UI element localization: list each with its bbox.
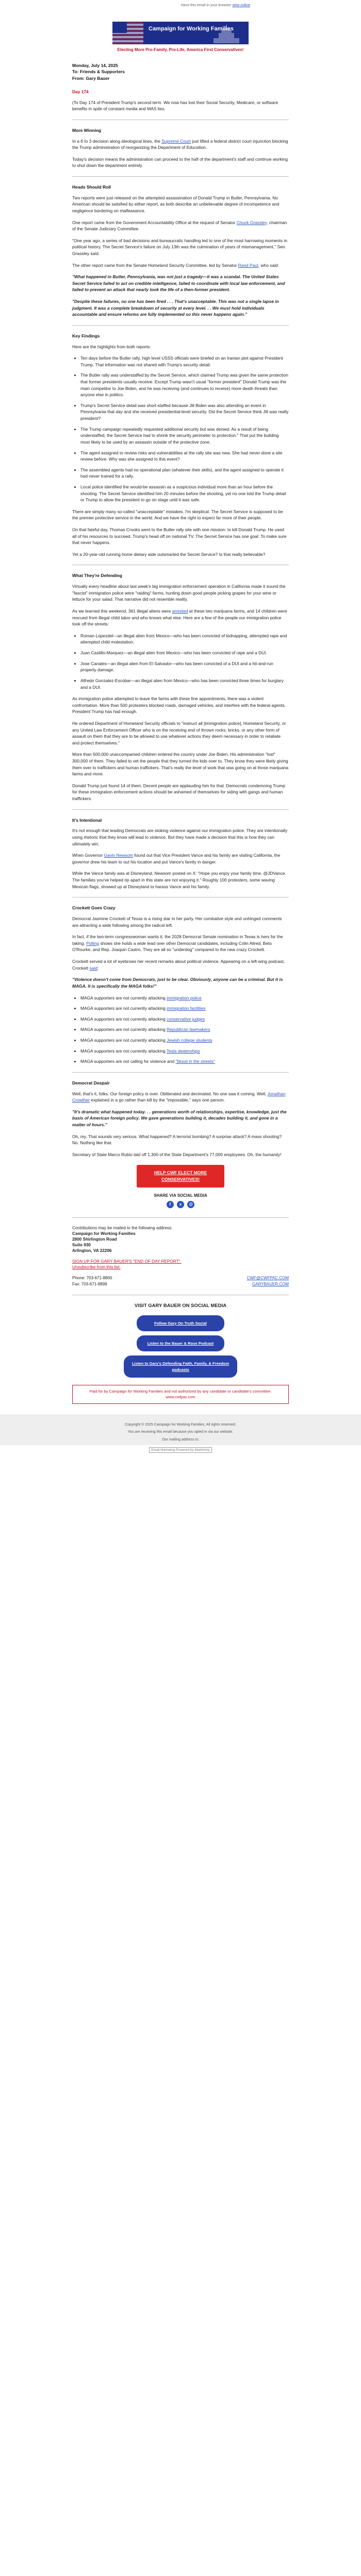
findings-list — [80, 355, 289, 503]
paragraph: In a 6 to 3 decision along ideological lines, the Supreme Court just lifted a federal district court injunction blocking the Trump administration of reorganizing the Department of Education. — [72, 138, 288, 150]
section-title-key-findings: Key Findings — [72, 333, 100, 338]
email-icon[interactable]: @ — [187, 1201, 194, 1208]
view-online-label: Have this email in your browser — [180, 4, 232, 7]
paragraph: Secretary of State Marco Rubio laid off 1,300 of the State Department's 77,000 employees. Oh, the humanity! — [72, 1151, 282, 1157]
quote: "Despite these failures, no one has been fired . . . That's unacceptable. This was not a single lapse in judgment. It was a complete breakdown of security at every level. . . We must hold individuals accountable and ensure reforms are fully implemented so this never happens again." — [72, 299, 279, 317]
paragraph: As immigration police attempted to leave the farms with these fine appointments, there was a violent confrontation. More than 500 protesters blocked roads, damaged vehicles, and interfere with the federal agents. President Trump has had enough. — [72, 696, 286, 715]
share-label: SHARE VIA SOCIAL MEDIA — [154, 1193, 207, 1198]
quote: "What happened in Butler, Pennsylvania, was not just a tragedy—it was a scandal. The United States Secret Service failed to act on credible intelligence, failed to coordinate with local law enforcement, and failed to prevent an attack that nearly took the life of a then-former president. — [72, 274, 285, 293]
contrib-note: Contributions may be mailed to the following address: — [72, 1225, 173, 1230]
email-link[interactable]: CWF@CWFPAC.COM — [247, 1276, 289, 1281]
list-item: • MAGA supporters are not currently attacking Jewish college students — [80, 1037, 289, 1044]
list-link[interactable]: Republican lawmakers — [167, 1027, 210, 1032]
paragraph: "One year ago, a series of bad decisions and bureaucratic handling led to one of the most harrowing moments in political history. The Secret Service's failure on July 13th was the culmination of years of mismanagement," Sen. Grassley said. — [72, 238, 287, 256]
list-item: • Local police identified the would-be assassin as a suspicious individual more than an hour before the shooting. The Secret Service identified him 20 minutes before the shooting, yet no one told the Trump detail or Trump to allow the president to go on stage until it was safe. — [80, 484, 289, 503]
list-link[interactable]: immigration facilities — [167, 1006, 206, 1011]
paragraph: Today's decision means the administration can proceed to the half of the department's staff and continue working to shut down the department entirely. — [72, 156, 288, 168]
mailchimp-badge: Email Marketing Powered by Mailchimp — [0, 1448, 361, 1453]
share-icons — [72, 1201, 289, 1208]
said-link[interactable]: said — [89, 965, 97, 971]
section-title-intentional: It's Intentional — [72, 817, 102, 823]
paragraph: There are simply many so-called "unacceptable" mistakes. I'm skeptical. The Secret Service is supposed to be the premier protective service in the world. And we have the right to expect far more of their people. — [72, 509, 283, 521]
quote: "It's dramatic what happened today. . . generations worth of relationships, expertise, knowledge, just the basis of American foreign policy. We gave generations building it, decades building it, and gone in a matter of hours." — [72, 1109, 287, 1127]
header-banner — [112, 22, 249, 44]
paragraph: On that fateful day, Thomas Crooks went to the Butler rally site with one mission: to kill Donald Trump. He used all of his resources to succeed. Trump's head off on national TV. The Secret Service has one goal: To make sure that never happens. — [72, 527, 287, 546]
tagline: Electing More Pro-Family, Pro-Life, America First Conservatives! — [117, 47, 244, 52]
mailing-address — [72, 1225, 289, 1253]
view-online-text — [181, 3, 250, 9]
city: Arlington, VA 22206 — [72, 1248, 112, 1253]
list-link[interactable]: "blood in the streets" — [175, 1059, 216, 1064]
top-bar — [0, 0, 361, 19]
signup-link[interactable]: SIGN UP FOR GARY BAUER'S "END OF DAY REPORT". — [72, 1259, 182, 1264]
paragraph: While the Vance family was at Disneyland, Newsom posted on X: "Hope you enjoy your family time, @JDVance. The families you've helped rip apart in this state are not enjoying it." Roughly 100 protesters, some waving Mexican flags, showed up at Disneyland to harass Vance and his family. — [72, 871, 286, 889]
paragraph: The other report came from the Senate Homeland Security Committee, led by Senator Rand Paul, who said: — [72, 262, 279, 268]
grassley-link[interactable]: Chuck Grassley — [236, 219, 267, 225]
list-item: • Roman Lopezdel—an illegal alien from Mexico—who has been convicted of kidnapping, attempted rape and attempted child molestation. — [80, 633, 289, 646]
list-item: • The assembled agents had no operational plan (whatever their skills), and the agent assigned to operate it had never trained for a rally. — [80, 467, 289, 480]
day-tag: Day 174 — [72, 89, 89, 94]
supreme-court-link[interactable]: Supreme Court — [161, 138, 191, 144]
paragraph: Democrat Jasmine Crockett of Texas is a rising star in her party. Her combative style and unhinged comments are attracting a wide following among the radical left. — [72, 916, 282, 928]
divider — [72, 809, 289, 810]
copyright: Copyright © 2025 Campaign for Working Families, All rights reserved. — [125, 1422, 236, 1427]
list-item: • The agent assigned to review risks and vulnerabilities at the rally site was new. She had never done a site review before. Why was she assigned to this event? — [80, 450, 289, 463]
faith-family-podcast-button[interactable]: Listen to Gary's Defending Faith, Family, & Freedom podcasts — [124, 1355, 237, 1378]
list-item: • MAGA supporters are not currently attacking Republican lawmakers — [80, 1026, 289, 1033]
rand-paul-link[interactable]: Rand Paul — [238, 262, 258, 268]
paragraph: Two reports were just released on the attempted assassination of Donald Trump in Butler, Pennsylvania. No American should be satisfied by either report, as both describe an unbelievable degree of incompetence and negligence bordering on malfeasance. — [72, 195, 280, 213]
list-item: • The Trump campaign repeatedly requested additional security but was denied. As a result of being understaffed, the Secret Service had to shrink the security perimeter to protection." That put the building most likely to be used by an assassin outside of the protective zone. — [80, 426, 289, 446]
list-item: • Juan Castillo-Marquez—an illegal alien from Mexico—who has been convicted of rape and a DUI. — [80, 650, 289, 656]
list-link[interactable]: Tesla dealerships — [166, 1048, 200, 1054]
footer — [0, 1414, 361, 1452]
arrested-link[interactable]: arrested — [172, 608, 188, 614]
unsubscribe-link[interactable]: Unsubscribe from this list. — [72, 1265, 121, 1270]
paragraph: It's not enough that leading Democrats are stoking violence against our immigration police. They are intentionally using rhetoric that they know will lead to violence. But they have made a decision that this is how they can ultimately win. — [72, 828, 288, 846]
paragraph: He ordered Department of Homeland Security officials to "instruct all [immigration police], Homeland Security, or any United Law Enforcement Officer who is on the receiving end of thrown rocks, bricks, or any other form of assault on them that they are to be allowed to use whatever actions they deem necessary in order to retaliate and protect themselves." — [72, 720, 286, 745]
flag-graphic — [112, 22, 143, 44]
polling-link[interactable]: Polling — [86, 940, 100, 946]
divider — [72, 325, 289, 326]
main-content — [0, 62, 361, 1404]
section-title-despair: Democrat Despair — [72, 1080, 110, 1086]
paragraph: Crockett served a lot of eyebrows her recent remarks about political violence. Appearing on a left-wing podcast, Crockett said: — [72, 959, 285, 971]
suite: Suite 930 — [72, 1243, 91, 1248]
list-link[interactable]: conservative judges — [167, 1016, 205, 1022]
section-title-heads-roll: Heads Should Roll — [72, 184, 111, 190]
x-icon[interactable]: x — [177, 1201, 184, 1208]
list-item: • Trump's Secret Service detail was short-staffed because Jill Biden was also attending an event in Pennsylvania that day and she received presidential-level security. Did the Secret Service think Jill was really president? — [80, 402, 289, 422]
contact-info — [72, 1275, 289, 1287]
list-item: • Ten days before the Butler rally, high level USSS officials were briefed on an Iranian plot against President Trump. That information was not shared with Trump's security detail. — [80, 355, 289, 368]
facebook-icon[interactable]: f — [167, 1201, 174, 1208]
paragraph: When Governor Gavin Newsom found out that Vice President Vance and his family are visiting California, the governor drew his team to out his location and put Vance's family in danger. — [72, 853, 281, 865]
section-title-defending: What They're Defending — [72, 573, 122, 579]
memo-meta — [72, 62, 289, 81]
memo-to: To: Friends & Supporters — [72, 69, 125, 75]
newsom-link[interactable]: Gavin Newsom — [104, 853, 134, 858]
list-item: • MAGA supporters are not currently attacking immigration police — [80, 995, 289, 1002]
brand-title: Campaign for Working Families — [149, 26, 234, 32]
list-item: • Jose Canales—an illegal alien from El Salvador—who has been convicted of a DUI and a hit-and-run property damage. — [80, 660, 289, 673]
links-block — [72, 1259, 289, 1270]
paragraph: As we learned this weekend, 361 illegal aliens were arrested at these two marijuana farms, and 14 children were rescued from illegal child labor and who knows what else. Here are a few of the people our immigration police took off the streets: — [72, 608, 287, 627]
list-item: • The Butler rally was understaffed by the Secret Service, which claimed Trump was given the same protection that former presidents usually receive. Except Trump wasn't usual "former president" Donald Trump was the main competitor to Joe Biden, and he was receiving (and continues to receive) more death threats than anyone else in politics. — [80, 372, 289, 398]
opt-in-note: You are receiving this email because you opted in via our website. — [127, 1430, 234, 1434]
fax: Fax: 703-671-8899 — [72, 1282, 107, 1287]
paragraph: Oh, my. That sounds very serious. What happened? A terrorist bombing? A surprise attack? A mass shooting? No. Nothing like that. — [72, 1133, 282, 1146]
list-item: • MAGA supporters are not calling for violence and "blood in the streets" — [80, 1058, 289, 1065]
visit-heading: VISIT GARY BAUER ON SOCIAL MEDIA — [134, 1303, 227, 1309]
divider — [72, 176, 289, 177]
list-item: • MAGA supporters are not currently attacking immigration facilities — [80, 1005, 289, 1012]
intro-paragraph: (To Day 174 of President Trump's second term. We now has lost their Social Security, Medicare, or software benefits in spite of constant media and MAS lies. — [72, 99, 278, 112]
paragraph: One report came from the Government Accountability Office at the request of Senator Chuck Grassley, chairman of the Senate Judiciary Committee. — [72, 219, 287, 232]
website-link[interactable]: GARYBAUER.COM — [252, 1282, 289, 1287]
phone: Phone: 703-671-8800 — [72, 1276, 112, 1281]
donate-button[interactable]: HELP CWF ELECT MORE CONSERVATIVES! — [137, 1165, 224, 1188]
list-link[interactable]: immigration police — [167, 995, 202, 1001]
paragraph: Virtually every headline about last week's big immigration enforcement operation in California made it sound the "fascist" immigration police were "raiding" farms, hunting down good people picking grapes for your wine or lettuce for your salad. That narrative did not resemble reality. — [72, 584, 286, 602]
street: 2800 Shirlington Road — [72, 1237, 117, 1242]
memo-from: From: Gary Bauer — [72, 75, 110, 81]
crowther-link[interactable]: Jonathan Crowther — [72, 1091, 286, 1103]
divider — [72, 1217, 289, 1218]
paragraph: In fact, if the two-term congresswoman wants it, the 2028 Democrat Senate nomination in Texas is hers for the taking. Polling shows she holds a wide lead over other Democrat candidates, including Colin Allred, Beto O'Rourke, and Rep. Joaquin Castro. They are all so "underdog" compared to the new crazy Crockett. — [72, 934, 283, 953]
list-item: • MAGA supporters are not currently attacking Tesla dealerships — [80, 1048, 289, 1055]
list-link[interactable]: Jewish college students — [167, 1037, 212, 1043]
quote: "Violence doesn't come from Democrats, just to be clear. Obviously, anyone can be a criminal. But it is MAGA. It is specifically the MAGA folks!" — [72, 977, 283, 989]
section-title-crockett: Crockett Goes Crazy — [72, 905, 116, 911]
maga-list — [80, 995, 289, 1065]
view-online-link[interactable]: view online — [232, 4, 250, 7]
truth-social-button[interactable]: Follow Gary On Truth Social — [137, 1315, 224, 1331]
memo-date: Monday, July 14, 2025 — [72, 63, 118, 68]
paragraph: Yet a 20-year-old running home dietary aide outsmarted the Secret Service? Is that really believable? — [72, 551, 266, 557]
paragraph: Well, that's it, folks. Our foreign policy is over. Obliterated and decimated. No one saw it coming. Well, Jonathan Crowther explained in a go rather than kill by the "impossible," says one person. — [72, 1091, 286, 1103]
mailing-label: Our mailing address is: — [162, 1437, 199, 1442]
org-name: Campaign for Working Families — [72, 1231, 136, 1236]
paragraph: Here are the highlights from both reports: — [72, 344, 151, 349]
bauer-rose-podcast-button[interactable]: Listen to the Bauer & Rose Podcast — [137, 1335, 224, 1351]
list-item: • Alfredo Gonzalez-Escobar—an illegal alien from Mexico—who has been convicted three times for burglary and a DUI. — [80, 677, 289, 690]
paid-for-disclaimer: Paid for by Campaign for Working Families and not authorized by any candidate or candidate's committee. www.cwfpac.com — [72, 1385, 289, 1404]
paragraph: Donald Trump just found 14 of them. Decent people are applauding him for that. Democrats condemning Trump for these immigration enforcement actions should be ashamed of themselves for siding with gangs and human traffickers. — [72, 783, 285, 802]
paragraph: More than 500,000 unaccompanied children entered the country under Joe Biden. His administration "lost" 300,000 of them. They failed to vet the people that they turned the kids over to. They know they were likely giving them over to traffickers and human traffickers. That's really the level of work that was going on at those marijuana farms and more. — [72, 752, 289, 777]
section-title-more-winning: More Winning — [72, 127, 102, 133]
arrests-list — [80, 633, 289, 690]
list-item: • MAGA supporters are not currently attacking conservative judges — [80, 1016, 289, 1023]
divider — [72, 1072, 289, 1073]
